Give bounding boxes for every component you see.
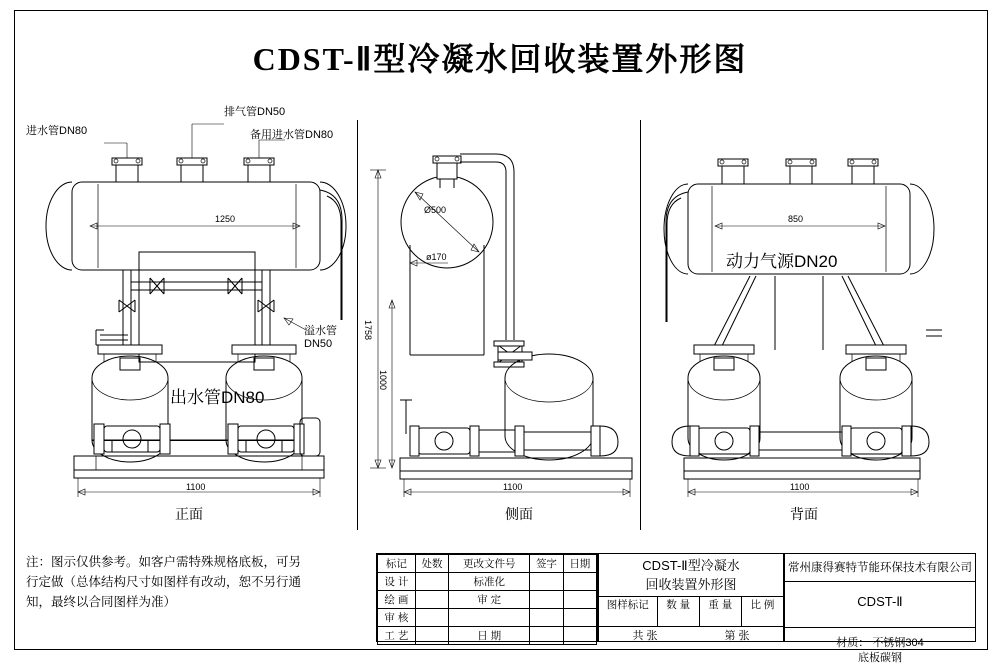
note-line-3: 知，最终以合同图样为准） [26,595,177,609]
row-design-sign [530,573,563,591]
view-label-back: 背面 [790,506,818,522]
cell-weight [700,614,742,626]
th-doc-no: 更改文件号 [449,555,530,573]
row-check-val [415,609,448,627]
callout-outlet-pipe: 出水管DN80 [170,388,265,407]
cell-quantity [658,614,700,626]
company-name: 常州康得赛特节能环保技术有限公司 [785,554,975,582]
view-label-side: 侧面 [505,506,533,522]
title-block-left-table [376,553,598,642]
row-mid-date: 日 期 [449,627,530,645]
dim-side-base-width: 1100 [503,482,523,492]
center-title-line1: CDST-Ⅱ型冷凝水 [642,558,740,573]
cell-drawing-mark [599,614,658,626]
row-design-val [415,573,448,591]
row-draw-sign [530,591,563,609]
row-label-design: 设 计 [378,573,416,591]
model-name: CDST-Ⅱ [785,582,975,628]
dim-back-tank-length: 850 [788,214,804,224]
drawing-note [26,552,356,612]
row-draw-date [563,591,596,609]
th-date: 日期 [563,555,596,573]
callout-overflow-pipe-line1: 溢水管 [304,325,337,337]
material-line1: 材质： 不锈钢304 [836,637,924,649]
row-check-sign [530,609,563,627]
row-process-val [415,627,448,645]
row-mid-approve: 审 定 [449,591,530,609]
dim-side-tank-dia: Ø500 [424,205,447,215]
callout-vent-pipe: 排气管DN50 [224,106,286,118]
row-design-date [563,573,596,591]
cell-scale [742,614,783,626]
dim-side-total-height: 1758 [363,320,373,341]
sheet-total: 共 张 [632,630,658,642]
title-block-center [598,553,784,642]
sheet-number: 第 张 [724,630,750,642]
callout-overflow-pipe-line2: DN50 [304,338,333,350]
row-mid-standardization: 标准化 [449,573,530,591]
note-line-1: 注：图示仅供参考。如客户需特殊规格底板，可另 [26,555,302,569]
view-label-front: 正面 [175,506,203,522]
th-drawing-mark: 图样标记 [599,597,658,614]
th-scale: 比 例 [750,599,775,611]
th-sign: 签字 [530,555,563,573]
dim-side-pipe-dia: ø170 [426,252,447,262]
center-title-line2: 回收装置外形图 [645,577,737,592]
row-process-sign [530,627,563,645]
row-label-draw: 绘 画 [378,591,416,609]
row-label-process: 工 艺 [378,627,416,645]
callout-spare-inlet-pipe: 备用进水管DN80 [250,129,334,141]
note-line-2: 行定做（总体结构尺寸如图样有改动，恕不另行通 [26,575,302,589]
material-line2: 底板碳钢 [858,652,902,664]
th-weight: 重 量 [700,597,742,614]
dim-front-tank-length: 1250 [215,214,236,224]
row-process-date [563,627,596,645]
dim-side-lower-height: 1000 [378,370,388,391]
th-quantity: 数 量 [658,597,700,614]
row-label-check: 审 核 [378,609,416,627]
callout-inlet-pipe: 进水管DN80 [26,125,88,137]
th-mark: 标记 [378,555,416,573]
drawing-title: CDST-Ⅱ型冷凝水回收装置外形图 [252,41,748,77]
title-block-right [784,553,976,664]
row-mid-blank [449,609,530,627]
row-check-date [563,609,596,627]
dim-front-base-width: 1100 [186,482,206,492]
row-draw-val [415,591,448,609]
callout-air-source: 动力气源DN20 [726,252,838,271]
dim-back-base-width: 1100 [790,482,810,492]
th-count: 处数 [415,555,448,573]
